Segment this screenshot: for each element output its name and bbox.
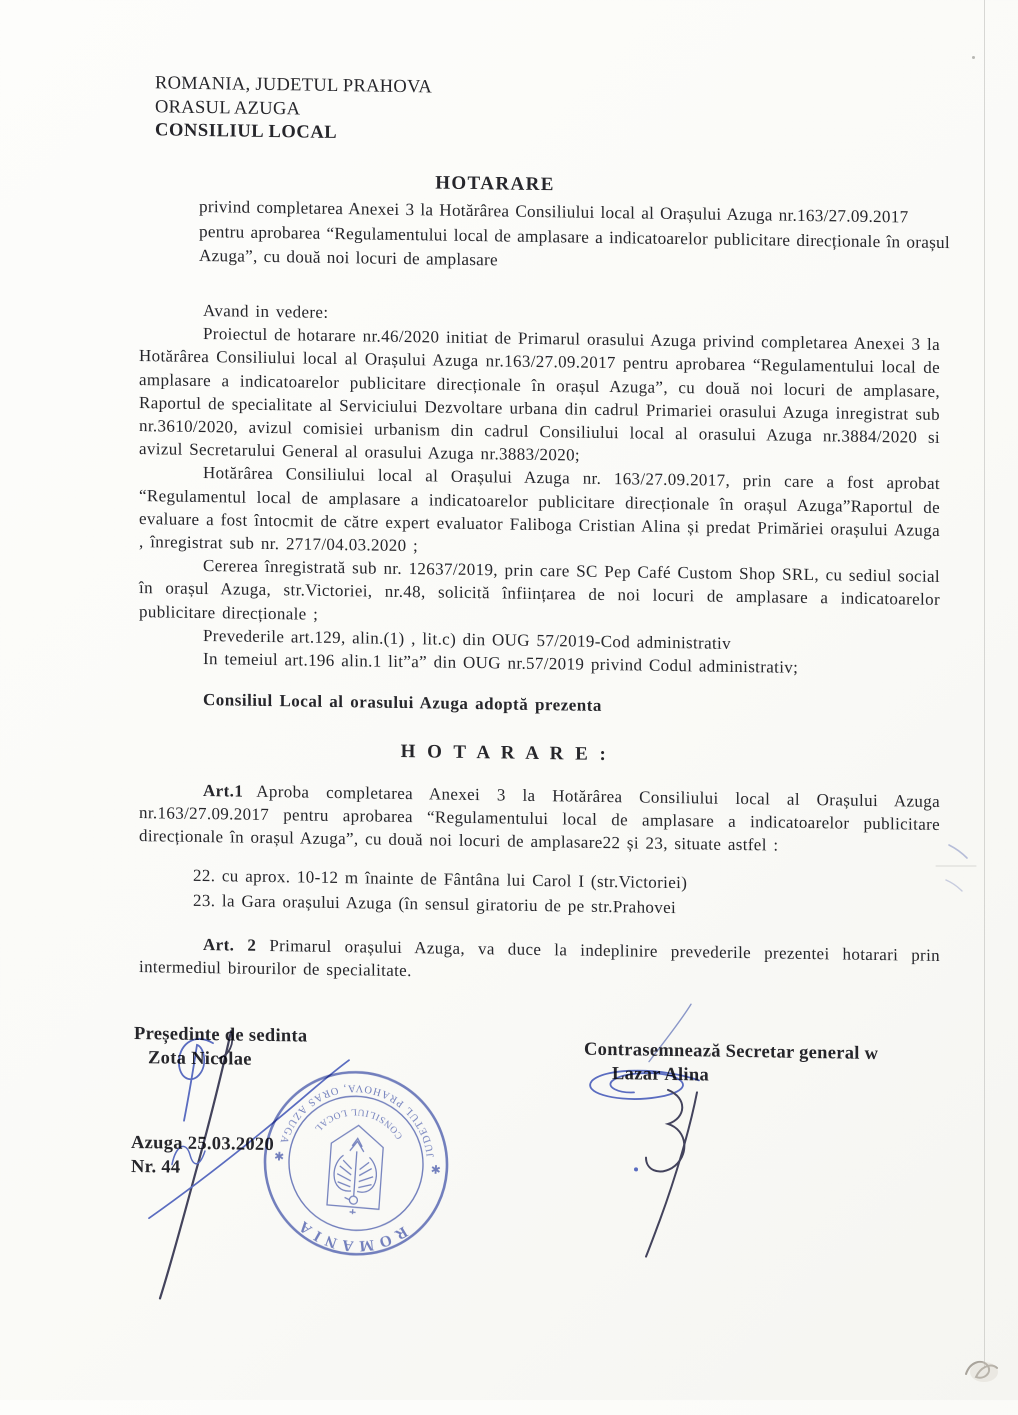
council-stamp <box>256 1062 456 1265</box>
line-prevederile: Prevederile art.129, alin.(1) , lit.c) din OUG 57/2019-Cod administrativ <box>203 625 731 653</box>
secretary-role: Contrasemnează Secretar general w <box>584 1039 879 1065</box>
letterhead-country: ROMANIA, JUDETUL PRAHOVA <box>155 73 433 98</box>
article-2-text: Primarul orașului Azuga, va duce la indeplinire prevederile prezentei hotarari prin intermediul birourilor de specialitate. <box>139 936 940 981</box>
stamp-outer-text: JUDETUL PRAHOVA, ORAS AZUGA <box>277 1082 437 1158</box>
decision-subtitle: privind completarea Anexei 3 la Hotărârea Consiliului local al Orașului Azuga nr.163/27.09.2017 pentru aprobarea “Regulamentului local de amplasare a indicatoarelor publicitare direcționale în orașul Azuga”, cu două noi locuri de amplasare <box>199 196 950 270</box>
article-1-label: Art.1 <box>203 780 244 801</box>
stamp-eagle-icon <box>327 1123 385 1216</box>
article-2 <box>139 932 940 990</box>
issue-place-date: Azuga 25.03.2020 <box>131 1132 275 1156</box>
letterhead-council: CONSILIUL LOCAL <box>155 120 338 144</box>
stamp-star-left-icon: ✱ <box>430 1161 442 1177</box>
article-1 <box>139 778 940 859</box>
document-body <box>139 298 940 991</box>
adoption-line: Consiliul Local al orasului Azuga adoptă prezenta <box>203 690 602 716</box>
secretary-name: Lazar Alina <box>612 1064 710 1086</box>
location-item-22: 22. cu aprox. 10-12 m înainte de Fântâna lui Carol I (str.Victoriei) <box>193 866 688 893</box>
location-item-23: 23. la Gara orașului Azuga (în sensul giratoriu de pe str.Prahovei <box>193 890 677 917</box>
preamble-intro: Avand in vedere: <box>203 301 329 322</box>
president-role: Președinte de sedinta <box>134 1023 308 1047</box>
stamp-inner-text: CONSILIUL LOCAL <box>311 1106 406 1141</box>
stamp-country-text: ROMANIA <box>291 1214 411 1255</box>
line-temei: In temeiul art.196 alin.1 lit”a” din OUG nr.57/2019 privind Codul administrativ; <box>203 649 799 677</box>
paragraph-cerere: Cererea înregistrată sub nr. 12637/2019, prin care SC Pep Café Custom Shop SRL, cu sediul social în orașul Azuga, str.Victoriei, nr.48, solicită înființarea de noi locuri de amplasare a indicatoarelor publicitare direcționale ; <box>139 556 940 624</box>
issue-number: Nr. 44 <box>131 1156 181 1178</box>
decision-heading: H O T A R A R E : <box>400 741 609 766</box>
article-2-label: Art. 2 <box>203 935 257 956</box>
paragraph-hotarare: Hotărârea Consiliului local al Orașului Azuga nr. 163/27.09.2017, prin care a fost aprobat “Regulamentul local de amplasare a indicatoarelor publicitare direcționale în orașul Azuga”Raportul de evaluare a fost întocmit de către expert evaluator Faliboga Cristian Alina și predat Primăriei orașului Azuga , înregistrat sub nr. 2717/04.03.2020 ; <box>139 463 940 556</box>
president-name: Zota Nicolae <box>148 1048 252 1070</box>
secretary-signature-block <box>584 1038 878 1090</box>
stamp-star-right-icon: ✱ <box>273 1148 285 1164</box>
letterhead-city: ORASUL AZUGA <box>155 96 301 119</box>
letterhead <box>155 72 432 147</box>
page-title: HOTARARE <box>435 172 555 196</box>
article-1-text: Aproba completarea Anexei 3 la Hotărârea Consiliului local al Orașului Azuga nr.163/27.09.2017 pentru aprobarea “Regulamentului local de amplasare a indicatoarelor publicitare direcționale în orașul Azuga”, cu două noi locuri de amplasare22 și 23, situate astfel : <box>139 781 940 855</box>
paragraph-proiect: Proiectul de hotarare nr.46/2020 initiat de Primarul orasului Azuga privind completarea Anexei 3 la Hotărârea Consiliului local al Orașului Azuga nr.163/27.09.2017 pentru aprobarea “Regulamentului local de amplasare a indicatoarelor publicitare direcționale în orașul Azuga”, cu două noi locuri de amplasare, Raportul de specialitate al Serviciului Dezvoltare urbana din cadrul Primariei orasului Azuga inregistrat sub nr.3610/2020, avizul comisiei urbanism din cadrul Consiliului local al orasului Azuga nr.3884/2020 si avizul Secretarului General al orasului Azuga nr.3883/2020; <box>139 324 940 465</box>
location-items <box>193 864 940 924</box>
issue-block <box>131 1131 274 1181</box>
